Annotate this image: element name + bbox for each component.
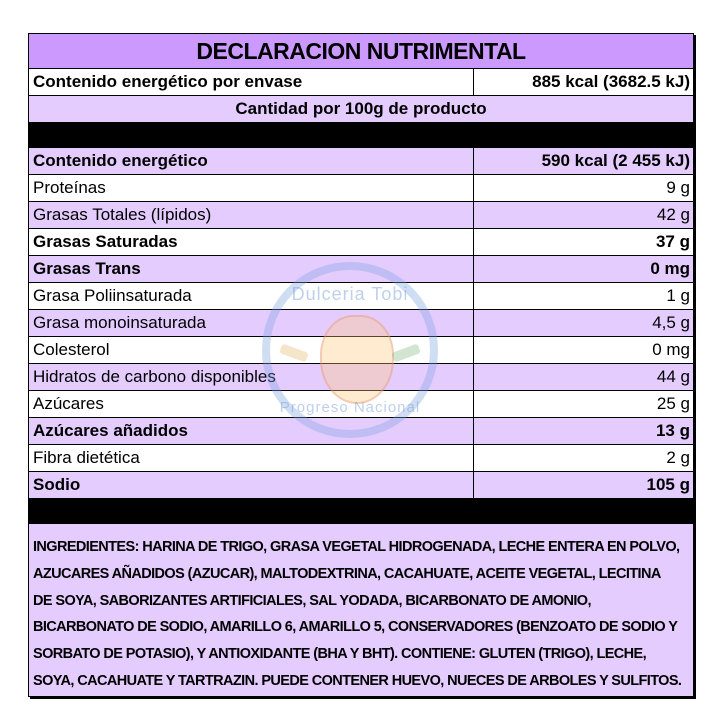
nutrient-row-sodium (29, 472, 693, 499)
nutrient-label: Grasa Poliinsaturada (29, 283, 474, 309)
nutrient-row-cholesterol (29, 337, 693, 364)
watermark-bottom-text: Progreso Nacional (279, 399, 421, 416)
nutrient-value: 0 mg (652, 340, 690, 359)
ingredients-block (29, 524, 693, 696)
nutrient-value: 1 g (666, 286, 690, 305)
label-title: DECLARACION NUTRIMENTAL (29, 34, 693, 69)
nutrient-label: Grasas Saturadas (29, 229, 474, 255)
nutrition-label (28, 33, 694, 697)
nutrient-value: 4,5 g (652, 313, 690, 332)
nutrient-value: 13 g (655, 421, 690, 440)
nutrient-label: Azúcares (29, 391, 474, 417)
nutrient-value: 590 kcal (2 455 kJ) (541, 151, 690, 170)
energy-per-package-row (29, 69, 693, 96)
nutrient-label: Proteínas (29, 175, 474, 201)
watermark-top-text: Dulceria Tobi (291, 284, 409, 304)
nutrient-row-protein (29, 175, 693, 202)
nutrient-value: 105 g (646, 475, 690, 494)
serving-header: Cantidad por 100g de producto (29, 96, 693, 123)
nutrient-row-fiber (29, 445, 693, 472)
nutrient-value: 42 g (656, 205, 690, 224)
nutrient-label: Azúcares añadidos (29, 418, 474, 444)
energy-per-package-value: 885 kcal (3682.5 kJ) (532, 72, 690, 91)
nutrient-row-polyunsaturated (29, 283, 693, 310)
nutrient-row-energy (29, 148, 693, 175)
nutrient-row-monounsaturated (29, 310, 693, 337)
nutrient-label: Grasas Totales (lípidos) (29, 202, 474, 228)
nutrient-label: Colesterol (29, 337, 474, 363)
black-separator-top (29, 123, 693, 148)
black-separator-bottom (29, 499, 693, 524)
ingredients-line: SOYA, CACAHUATE Y TARTRAZIN. PUEDE CONTENER HUEVO, NUECES DE ARBOLES Y SULFITOS. (33, 672, 682, 689)
nutrient-value: 44 g (656, 367, 690, 386)
ingredients-line: DE SOYA, SABORIZANTES ARTIFICIALES, SAL YODADA, BICARBONATO DE AMONIO, (33, 592, 591, 609)
nutrient-label: Fibra dietética (29, 445, 474, 471)
nutrient-label: Grasa monoinsaturada (29, 310, 474, 336)
nutrient-value: 2 g (666, 448, 690, 467)
nutrient-value: 0 mg (650, 259, 690, 278)
ingredients-line: BICARBONATO DE SODIO, AMARILLO 6, AMARILLO 5, CONSERVADORES (BENZOATO DE SODIO Y (33, 619, 678, 636)
nutrient-label: Hidratos de carbono disponibles (29, 364, 474, 390)
ingredients-line: SORBATO DE POTASIO), Y ANTIOXIDANTE (BHA Y BHT). CONTIENE: GLUTEN (TRIGO), LECHE, (33, 646, 647, 663)
nutrient-row-sugars (29, 391, 693, 418)
nutrient-row-added-sugars (29, 418, 693, 445)
nutrient-row-saturated-fat (29, 229, 693, 256)
nutrient-value: 37 g (655, 232, 690, 251)
ingredients-line: INGREDIENTES: HARINA DE TRIGO, GRASA VEGETAL HIDROGENADA, LECHE ENTERA EN POLVO, (33, 539, 680, 555)
nutrient-value: 9 g (666, 178, 690, 197)
nutrient-row-carbohydrates (29, 364, 693, 391)
nutrient-label: Sodio (29, 472, 474, 498)
nutrient-row-total-fat (29, 202, 693, 229)
nutrient-value: 25 g (656, 394, 690, 413)
ingredients-line: AZUCARES AÑADIDOS (AZUCAR), MALTODEXTRINA, CACAHUATE, ACEITE VEGETAL, LECITINA (33, 565, 661, 582)
nutrient-label: Contenido energético (29, 148, 474, 174)
energy-per-package-label: Contenido energético por envase (29, 69, 474, 95)
nutrient-row-trans-fat (29, 256, 693, 283)
nutrient-label: Grasas Trans (29, 256, 474, 282)
